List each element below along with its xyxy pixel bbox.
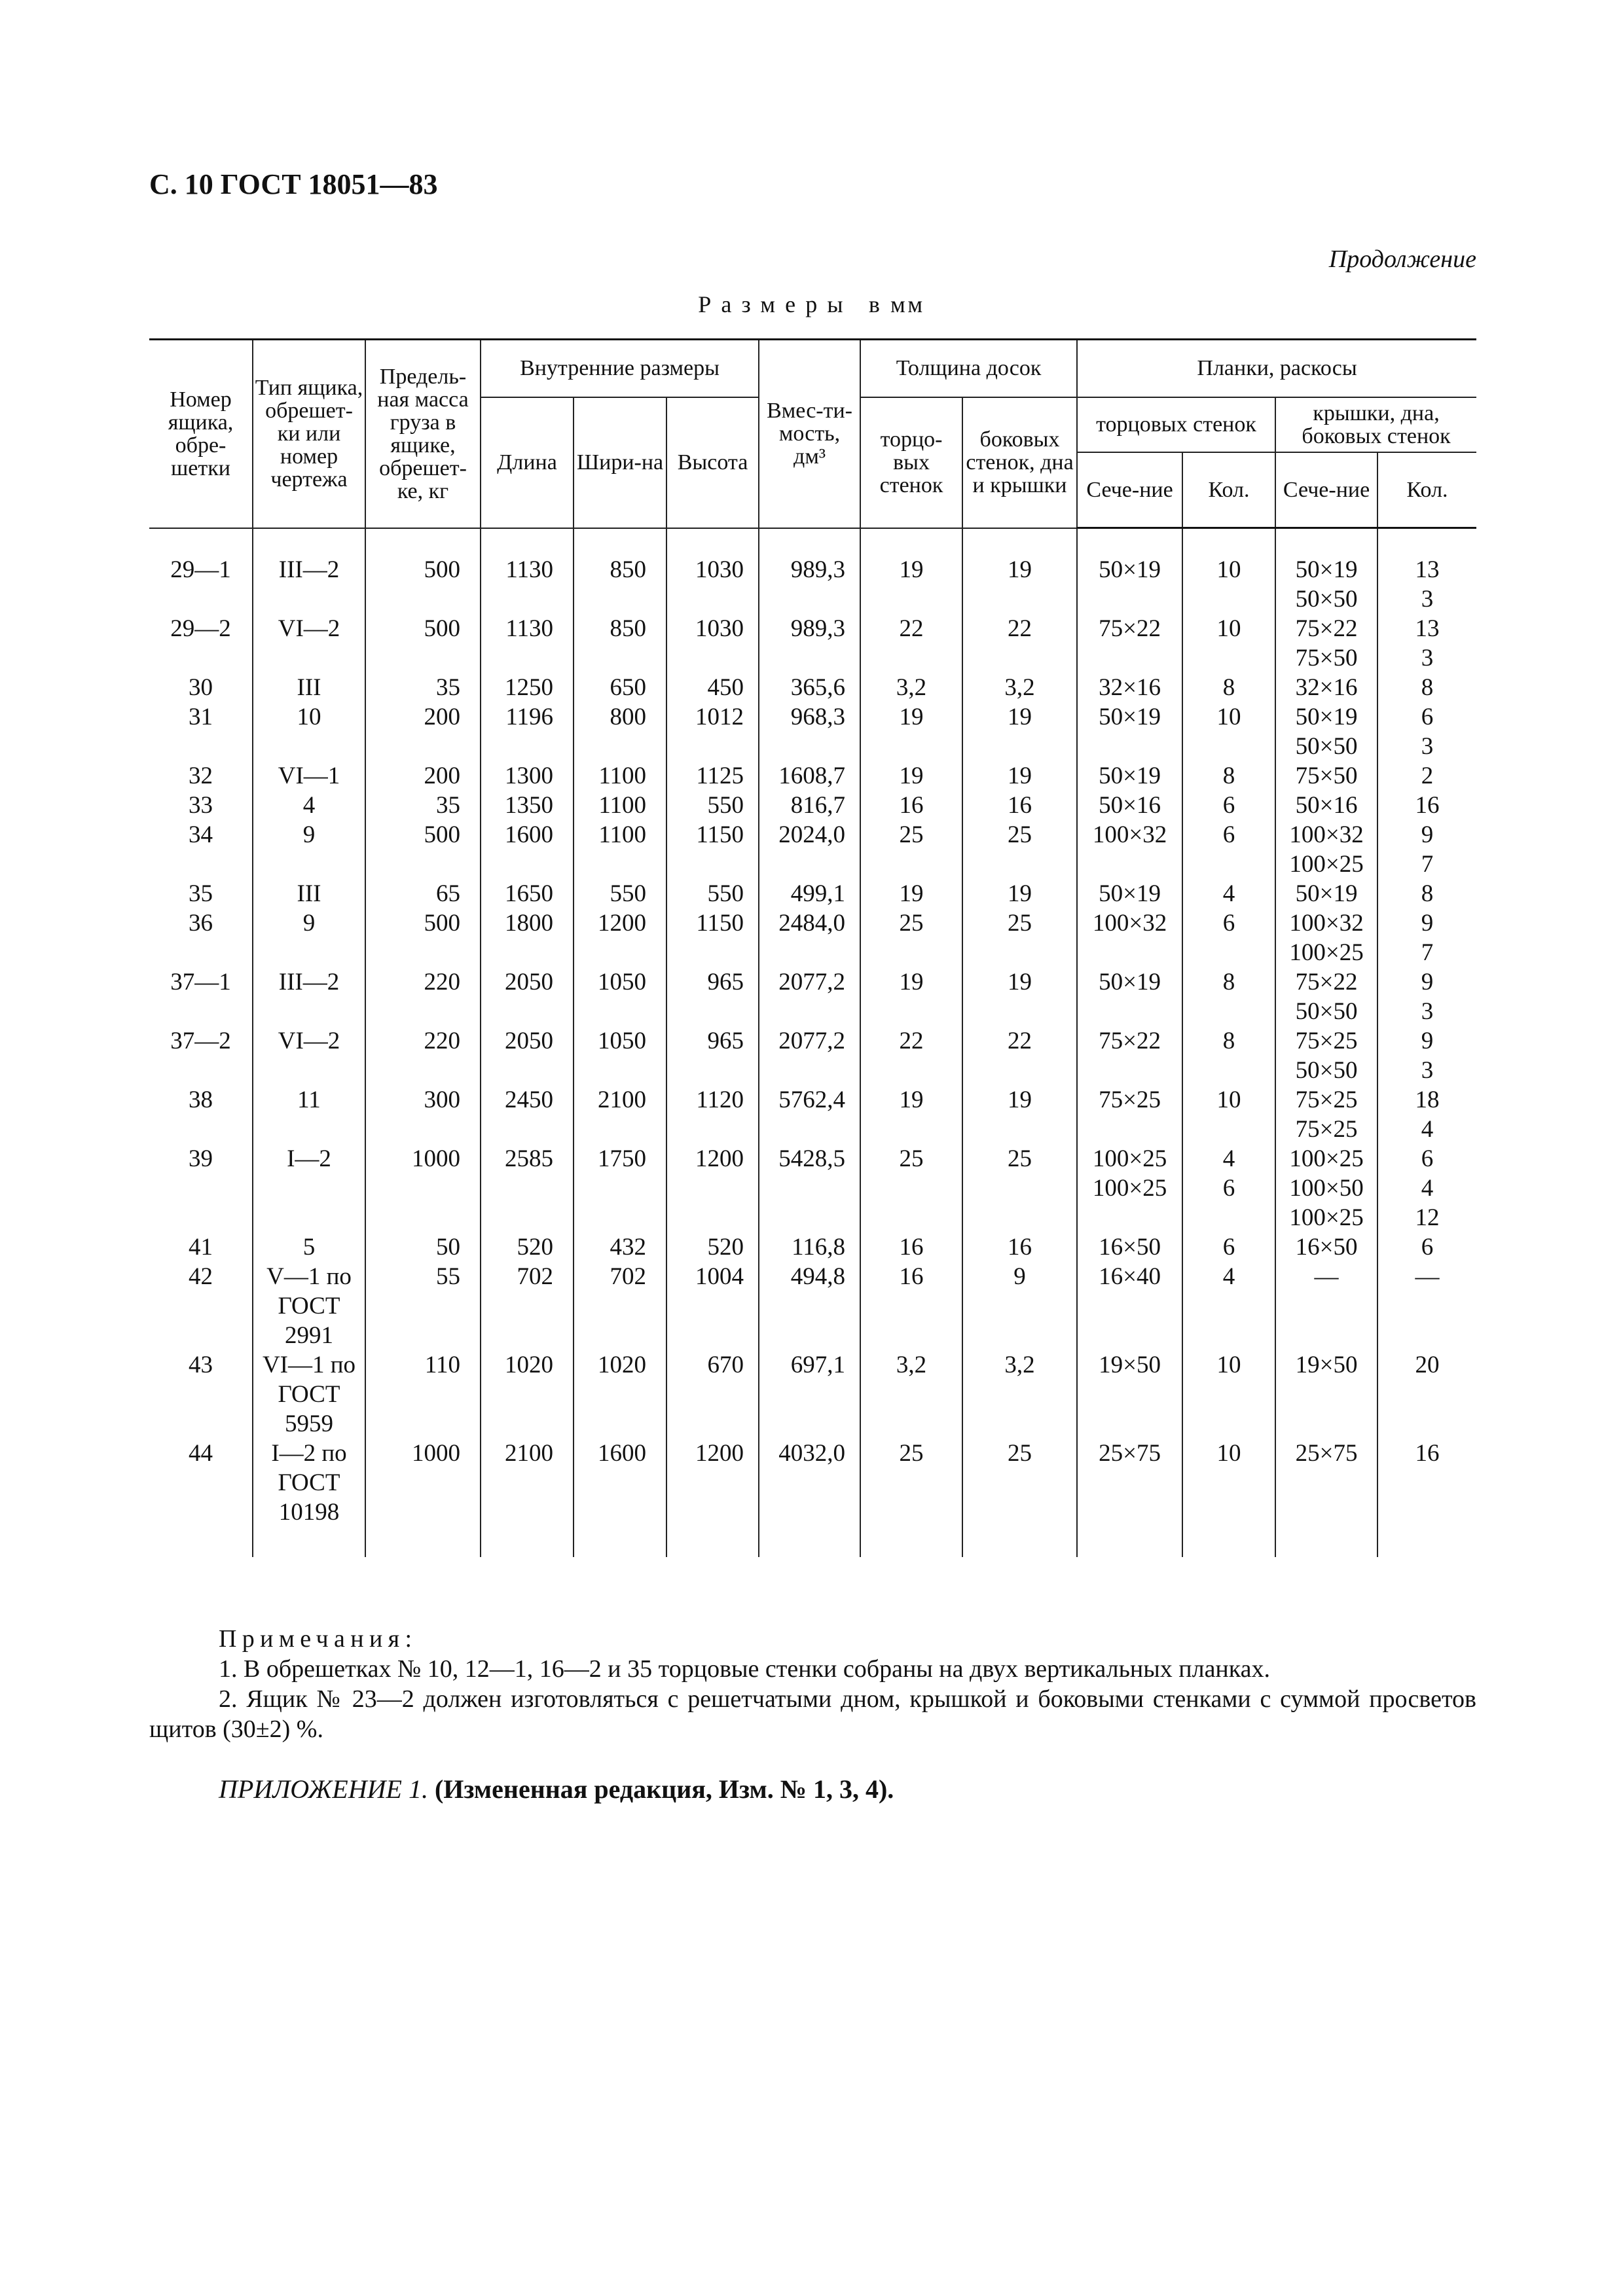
cell-length: 1130 (481, 614, 574, 673)
cell-max-mass: 300 (365, 1085, 481, 1144)
table-row (149, 967, 1476, 1026)
cell-end-slat-qty: 8 (1182, 967, 1275, 1026)
cell-end-slat-section: 50×19 (1077, 702, 1182, 761)
cell-length: 1350 (481, 791, 574, 820)
col-width: Шири-на (574, 397, 666, 528)
cell-end-slat-qty: 6 (1182, 1232, 1275, 1262)
col-slats: Планки, раскосы (1077, 340, 1476, 397)
cell-end-slat-section: 75×22 (1077, 614, 1182, 673)
table-row (149, 908, 1476, 967)
table-row (149, 1350, 1476, 1439)
cell-cover-slat-section: 25×75 (1275, 1439, 1377, 1527)
cell-end-wall-thickness: 22 (860, 614, 962, 673)
units-word: Размеры (698, 291, 853, 317)
cell-width: 1100 (574, 761, 666, 791)
cell-length: 2050 (481, 967, 574, 1026)
cell-cover-slat-section: — (1275, 1262, 1377, 1350)
table-row (149, 673, 1476, 702)
cell-end-wall-thickness: 25 (860, 820, 962, 879)
cell-box-number: 32 (189, 762, 213, 789)
cell-length: 1650 (481, 879, 574, 908)
cell-end-wall-thickness: 22 (860, 1026, 962, 1085)
cell-box-number: 34 (189, 821, 213, 848)
cell-length: 702 (481, 1262, 574, 1350)
cell-capacity: 499,1 (759, 879, 860, 908)
table-row (149, 791, 1476, 820)
cell-cover-slat-section: 50×16 (1275, 791, 1377, 820)
cell-type: 10 (253, 702, 365, 761)
cell-width: 1050 (574, 1026, 666, 1085)
cell-cover-slat-section: 75×25 75×25 (1275, 1085, 1377, 1144)
cell-side-wall-thickness: 25 (962, 1439, 1077, 1527)
cell-cover-slat-section: 50×19 (1275, 879, 1377, 908)
cell-height: 450 (666, 673, 759, 702)
cell-side-wall-thickness: 22 (962, 614, 1077, 673)
cell-cover-slat-section: 75×22 75×50 (1275, 614, 1377, 673)
cell-side-wall-thickness: 16 (962, 1232, 1077, 1262)
cell-end-wall-thickness: 16 (860, 1262, 962, 1350)
cell-cover-slat-section: 100×32 100×25 (1275, 820, 1377, 879)
cell-side-wall-thickness: 22 (962, 1026, 1077, 1085)
cell-cover-slat-section: 100×25 100×50 100×25 (1275, 1144, 1377, 1232)
cell-end-slat-section: 50×16 (1077, 791, 1182, 820)
cell-width: 550 (574, 879, 666, 908)
cell-end-slat-qty: 4 (1182, 1262, 1275, 1350)
cell-end-slat-section: 32×16 (1077, 673, 1182, 702)
table-row (149, 614, 1476, 673)
cell-height: 1030 (666, 555, 759, 614)
cell-end-slat-section: 100×32 (1077, 908, 1182, 967)
cell-height: 1200 (666, 1144, 759, 1232)
cell-length: 2050 (481, 1026, 574, 1085)
cell-max-mass: 200 (365, 761, 481, 791)
cell-end-slat-section: 75×22 (1077, 1026, 1182, 1085)
cell-end-wall-thickness: 25 (860, 1144, 962, 1232)
table-row (149, 1439, 1476, 1527)
cell-end-slat-section: 16×40 (1077, 1262, 1182, 1350)
cell-capacity: 116,8 (759, 1232, 860, 1262)
cell-end-slat-qty: 6 (1182, 820, 1275, 879)
cell-end-wall-thickness: 16 (860, 791, 962, 820)
notes (149, 1624, 1476, 1744)
cell-side-wall-thickness: 3,2 (962, 1350, 1077, 1439)
cell-max-mass: 220 (365, 967, 481, 1026)
cell-end-slat-section: 100×32 (1077, 820, 1182, 879)
cell-capacity: 4032,0 (759, 1439, 860, 1527)
cell-box-number: 29—1 (170, 556, 231, 583)
cell-box-number: 33 (189, 792, 213, 819)
cell-cover-slat-qty: 18 4 (1377, 1085, 1476, 1144)
cell-cover-slat-section: 75×22 50×50 (1275, 967, 1377, 1026)
table-body (149, 528, 1476, 1558)
cell-type: 9 (253, 908, 365, 967)
col-length: Длина (481, 397, 574, 528)
cell-height: 1150 (666, 908, 759, 967)
cell-end-slat-section: 50×19 (1077, 761, 1182, 791)
cell-end-slat-qty: 10 (1182, 1439, 1275, 1527)
cell-cover-slat-section: 50×19 50×50 (1275, 702, 1377, 761)
cell-max-mass: 500 (365, 820, 481, 879)
cell-capacity: 365,6 (759, 673, 860, 702)
cell-cover-slat-qty: 6 4 12 (1377, 1144, 1476, 1232)
cell-max-mass: 65 (365, 879, 481, 908)
units-label (0, 291, 1623, 318)
cell-end-slat-section: 25×75 (1077, 1439, 1182, 1527)
cell-end-slat-qty: 10 (1182, 702, 1275, 761)
cell-side-wall-thickness: 19 (962, 967, 1077, 1026)
cell-end-slat-qty: 8 (1182, 1026, 1275, 1085)
cell-type: VI—1 по ГОСТ 5959 (253, 1350, 365, 1439)
cell-cover-slat-section: 100×32 100×25 (1275, 908, 1377, 967)
cell-length: 1020 (481, 1350, 574, 1439)
cell-type: III—2 (253, 967, 365, 1026)
cell-width: 1100 (574, 791, 666, 820)
col-end-walls: торцо-вых стенок (860, 397, 962, 528)
cell-capacity: 697,1 (759, 1350, 860, 1439)
cell-capacity: 5762,4 (759, 1085, 860, 1144)
cell-end-wall-thickness: 3,2 (860, 673, 962, 702)
cell-width: 1050 (574, 967, 666, 1026)
cell-height: 670 (666, 1350, 759, 1439)
col-slats-cover: крышки, дна, боковых стенок (1275, 397, 1476, 452)
cell-end-slat-qty: 8 (1182, 673, 1275, 702)
cell-end-slat-qty: 6 (1182, 791, 1275, 820)
notes-title: Примечания: (219, 1625, 418, 1653)
cell-box-number: 31 (189, 704, 213, 730)
cell-type: 9 (253, 820, 365, 879)
cell-end-slat-qty: 8 (1182, 761, 1275, 791)
cell-width: 1200 (574, 908, 666, 967)
col-section-2: Сече-ние (1275, 452, 1377, 528)
cell-width: 1750 (574, 1144, 666, 1232)
table-row (149, 879, 1476, 908)
cell-end-wall-thickness: 25 (860, 1439, 962, 1527)
cell-end-slat-section: 50×19 (1077, 555, 1182, 614)
cell-type: III (253, 673, 365, 702)
cell-type: 4 (253, 791, 365, 820)
cell-capacity: 989,3 (759, 614, 860, 673)
cell-end-slat-section: 19×50 (1077, 1350, 1182, 1439)
cell-end-wall-thickness: 16 (860, 1232, 962, 1262)
col-board-thickness: Толщина досок (860, 340, 1077, 397)
appendix-label: ПРИЛОЖЕНИЕ 1. (219, 1774, 428, 1804)
cell-type: III (253, 879, 365, 908)
cell-width: 650 (574, 673, 666, 702)
cell-height: 1004 (666, 1262, 759, 1350)
cell-end-slat-section: 16×50 (1077, 1232, 1182, 1262)
cell-cover-slat-qty: 8 (1377, 673, 1476, 702)
cell-height: 520 (666, 1232, 759, 1262)
cell-height: 1120 (666, 1085, 759, 1144)
cell-cover-slat-qty: 20 (1377, 1350, 1476, 1439)
cell-box-number: 29—2 (170, 615, 231, 642)
table-spacer (149, 1527, 1476, 1557)
cell-width: 800 (574, 702, 666, 761)
appendix-line (219, 1774, 894, 1804)
cell-capacity: 494,8 (759, 1262, 860, 1350)
cell-cover-slat-qty: 16 (1377, 791, 1476, 820)
cell-max-mass: 200 (365, 702, 481, 761)
col-max-mass: Предель-ная масса груза в ящике, обрешет-ке, кг (365, 340, 481, 528)
table-row (149, 820, 1476, 879)
units-suffix: в мм (868, 291, 925, 317)
cell-end-slat-section: 75×25 (1077, 1085, 1182, 1144)
cell-cover-slat-qty: 16 (1377, 1439, 1476, 1527)
table-row (149, 1144, 1476, 1232)
cell-max-mass: 110 (365, 1350, 481, 1439)
cell-length: 2100 (481, 1439, 574, 1527)
cell-max-mass: 220 (365, 1026, 481, 1085)
cell-end-wall-thickness: 19 (860, 1085, 962, 1144)
cell-end-wall-thickness: 19 (860, 967, 962, 1026)
cell-length: 1300 (481, 761, 574, 791)
cell-type: 11 (253, 1085, 365, 1144)
cell-length: 1800 (481, 908, 574, 967)
cell-end-wall-thickness: 19 (860, 879, 962, 908)
continuation-label: Продолжение (1328, 245, 1476, 273)
cell-box-number: 37—2 (170, 1028, 231, 1054)
cell-max-mass: 500 (365, 614, 481, 673)
cell-height: 965 (666, 967, 759, 1026)
cell-capacity: 2077,2 (759, 967, 860, 1026)
cell-width: 1020 (574, 1350, 666, 1439)
cell-side-wall-thickness: 16 (962, 791, 1077, 820)
table-row (149, 761, 1476, 791)
cell-capacity: 2024,0 (759, 820, 860, 879)
cell-side-wall-thickness: 25 (962, 820, 1077, 879)
cell-box-number: 43 (189, 1352, 213, 1378)
cell-box-number: 36 (189, 910, 213, 937)
cell-cover-slat-section: 75×50 (1275, 761, 1377, 791)
cell-end-slat-qty: 4 (1182, 879, 1275, 908)
cell-width: 702 (574, 1262, 666, 1350)
cell-end-slat-qty: 10 (1182, 614, 1275, 673)
cell-cover-slat-section: 75×25 50×50 (1275, 1026, 1377, 1085)
table-row (149, 1232, 1476, 1262)
cell-end-slat-section: 50×19 (1077, 967, 1182, 1026)
cell-capacity: 816,7 (759, 791, 860, 820)
cell-max-mass: 50 (365, 1232, 481, 1262)
cell-height: 1125 (666, 761, 759, 791)
table-row (149, 702, 1476, 761)
cell-capacity: 989,3 (759, 555, 860, 614)
cell-capacity: 5428,5 (759, 1144, 860, 1232)
cell-end-slat-qty: 4 6 (1182, 1144, 1275, 1232)
cell-capacity: 2077,2 (759, 1026, 860, 1085)
cell-end-wall-thickness: 19 (860, 555, 962, 614)
cell-height: 965 (666, 1026, 759, 1085)
cell-type: I—2 (253, 1144, 365, 1232)
cell-width: 1100 (574, 820, 666, 879)
cell-max-mass: 1000 (365, 1439, 481, 1527)
cell-length: 1196 (481, 702, 574, 761)
cell-cover-slat-qty: 6 (1377, 1232, 1476, 1262)
cell-box-number: 42 (189, 1263, 213, 1290)
col-side-walls: боковых стенок, дна и крышки (962, 397, 1077, 528)
cell-box-number: 44 (189, 1440, 213, 1467)
cell-cover-slat-qty: 9 3 (1377, 967, 1476, 1026)
cell-side-wall-thickness: 19 (962, 702, 1077, 761)
col-slats-end: торцовых стенок (1077, 397, 1275, 452)
cell-max-mass: 500 (365, 908, 481, 967)
cell-box-number: 41 (189, 1234, 213, 1261)
note-1: 1. В обрешетках № 10, 12—1, 16—2 и 35 торцовые стенки собраны на двух вертикальных планках. (219, 1655, 1271, 1683)
cell-end-wall-thickness: 19 (860, 702, 962, 761)
table-row (149, 1085, 1476, 1144)
cell-end-slat-section: 100×25 100×25 (1077, 1144, 1182, 1232)
cell-height: 1150 (666, 820, 759, 879)
table-header (149, 340, 1476, 528)
cell-side-wall-thickness: 3,2 (962, 673, 1077, 702)
cell-max-mass: 1000 (365, 1144, 481, 1232)
cell-type: VI—2 (253, 1026, 365, 1085)
cell-type: I—2 по ГОСТ 10198 (253, 1439, 365, 1527)
cell-end-slat-qty: 6 (1182, 908, 1275, 967)
cell-capacity: 2484,0 (759, 908, 860, 967)
col-height: Высота (666, 397, 759, 528)
cell-cover-slat-qty: 9 7 (1377, 908, 1476, 967)
cell-box-number: 39 (189, 1145, 213, 1172)
cell-end-slat-qty: 10 (1182, 1350, 1275, 1439)
col-internal-dims: Внутренние размеры (481, 340, 759, 397)
cell-side-wall-thickness: 19 (962, 1085, 1077, 1144)
cell-cover-slat-qty: 13 3 (1377, 555, 1476, 614)
cell-cover-slat-qty: — (1377, 1262, 1476, 1350)
cell-type: VI—1 (253, 761, 365, 791)
col-box-number: Номер ящика, обре-шетки (149, 340, 253, 528)
cell-length: 1130 (481, 555, 574, 614)
cell-max-mass: 35 (365, 673, 481, 702)
col-qty-1: Кол. (1182, 452, 1275, 528)
cell-height: 1012 (666, 702, 759, 761)
cell-height: 1030 (666, 614, 759, 673)
cell-end-slat-qty: 10 (1182, 555, 1275, 614)
cell-width: 1600 (574, 1439, 666, 1527)
cell-end-wall-thickness: 25 (860, 908, 962, 967)
col-qty-2: Кол. (1377, 452, 1476, 528)
cell-height: 1200 (666, 1439, 759, 1527)
cell-cover-slat-section: 19×50 (1275, 1350, 1377, 1439)
cell-width: 850 (574, 614, 666, 673)
dimensions-table (149, 338, 1476, 1557)
cell-side-wall-thickness: 19 (962, 555, 1077, 614)
page-header: С. 10 ГОСТ 18051—83 (149, 168, 438, 200)
cell-max-mass: 500 (365, 555, 481, 614)
cell-cover-slat-qty: 2 (1377, 761, 1476, 791)
cell-side-wall-thickness: 25 (962, 908, 1077, 967)
cell-cover-slat-qty: 13 3 (1377, 614, 1476, 673)
cell-cover-slat-qty: 9 3 (1377, 1026, 1476, 1085)
cell-end-wall-thickness: 19 (860, 761, 962, 791)
cell-cover-slat-section: 16×50 (1275, 1232, 1377, 1262)
cell-side-wall-thickness: 25 (962, 1144, 1077, 1232)
cell-height: 550 (666, 791, 759, 820)
cell-cover-slat-qty: 6 3 (1377, 702, 1476, 761)
cell-length: 1600 (481, 820, 574, 879)
cell-cover-slat-section: 50×19 50×50 (1275, 555, 1377, 614)
table-spacer (149, 528, 1476, 556)
appendix-note: (Измененная редакция, Изм. № 1, 3, 4). (434, 1774, 894, 1804)
cell-box-number: 30 (189, 674, 213, 701)
cell-end-slat-qty: 10 (1182, 1085, 1275, 1144)
cell-cover-slat-qty: 8 (1377, 879, 1476, 908)
cell-cover-slat-qty: 9 7 (1377, 820, 1476, 879)
cell-length: 520 (481, 1232, 574, 1262)
col-section-1: Сече-ние (1077, 452, 1182, 528)
table-row (149, 555, 1476, 614)
table-row (149, 1262, 1476, 1350)
cell-type: 5 (253, 1232, 365, 1262)
cell-end-wall-thickness: 3,2 (860, 1350, 962, 1439)
cell-length: 1250 (481, 673, 574, 702)
cell-max-mass: 55 (365, 1262, 481, 1350)
cell-width: 850 (574, 555, 666, 614)
cell-end-slat-section: 50×19 (1077, 879, 1182, 908)
cell-side-wall-thickness: 19 (962, 761, 1077, 791)
cell-type: III—2 (253, 555, 365, 614)
col-capacity: Вмес-ти-мость, дм³ (759, 340, 860, 528)
table-row (149, 1026, 1476, 1085)
cell-length: 2585 (481, 1144, 574, 1232)
cell-height: 550 (666, 879, 759, 908)
cell-capacity: 968,3 (759, 702, 860, 761)
cell-cover-slat-section: 32×16 (1275, 673, 1377, 702)
cell-box-number: 38 (189, 1086, 213, 1113)
cell-box-number: 35 (189, 880, 213, 907)
cell-type: V—1 по ГОСТ 2991 (253, 1262, 365, 1350)
cell-length: 2450 (481, 1085, 574, 1144)
col-type: Тип ящика, обрешет-ки или номер чертежа (253, 340, 365, 528)
cell-max-mass: 35 (365, 791, 481, 820)
cell-capacity: 1608,7 (759, 761, 860, 791)
note-2: 2. Ящик № 23—2 должен изготовляться с решетчатыми дном, крышкой и боковыми стенками с суммой просветов щитов (30±2) %. (149, 1685, 1476, 1743)
cell-width: 2100 (574, 1085, 666, 1144)
cell-width: 432 (574, 1232, 666, 1262)
cell-type: VI—2 (253, 614, 365, 673)
cell-side-wall-thickness: 9 (962, 1262, 1077, 1350)
cell-box-number: 37—1 (170, 969, 231, 996)
cell-side-wall-thickness: 19 (962, 879, 1077, 908)
